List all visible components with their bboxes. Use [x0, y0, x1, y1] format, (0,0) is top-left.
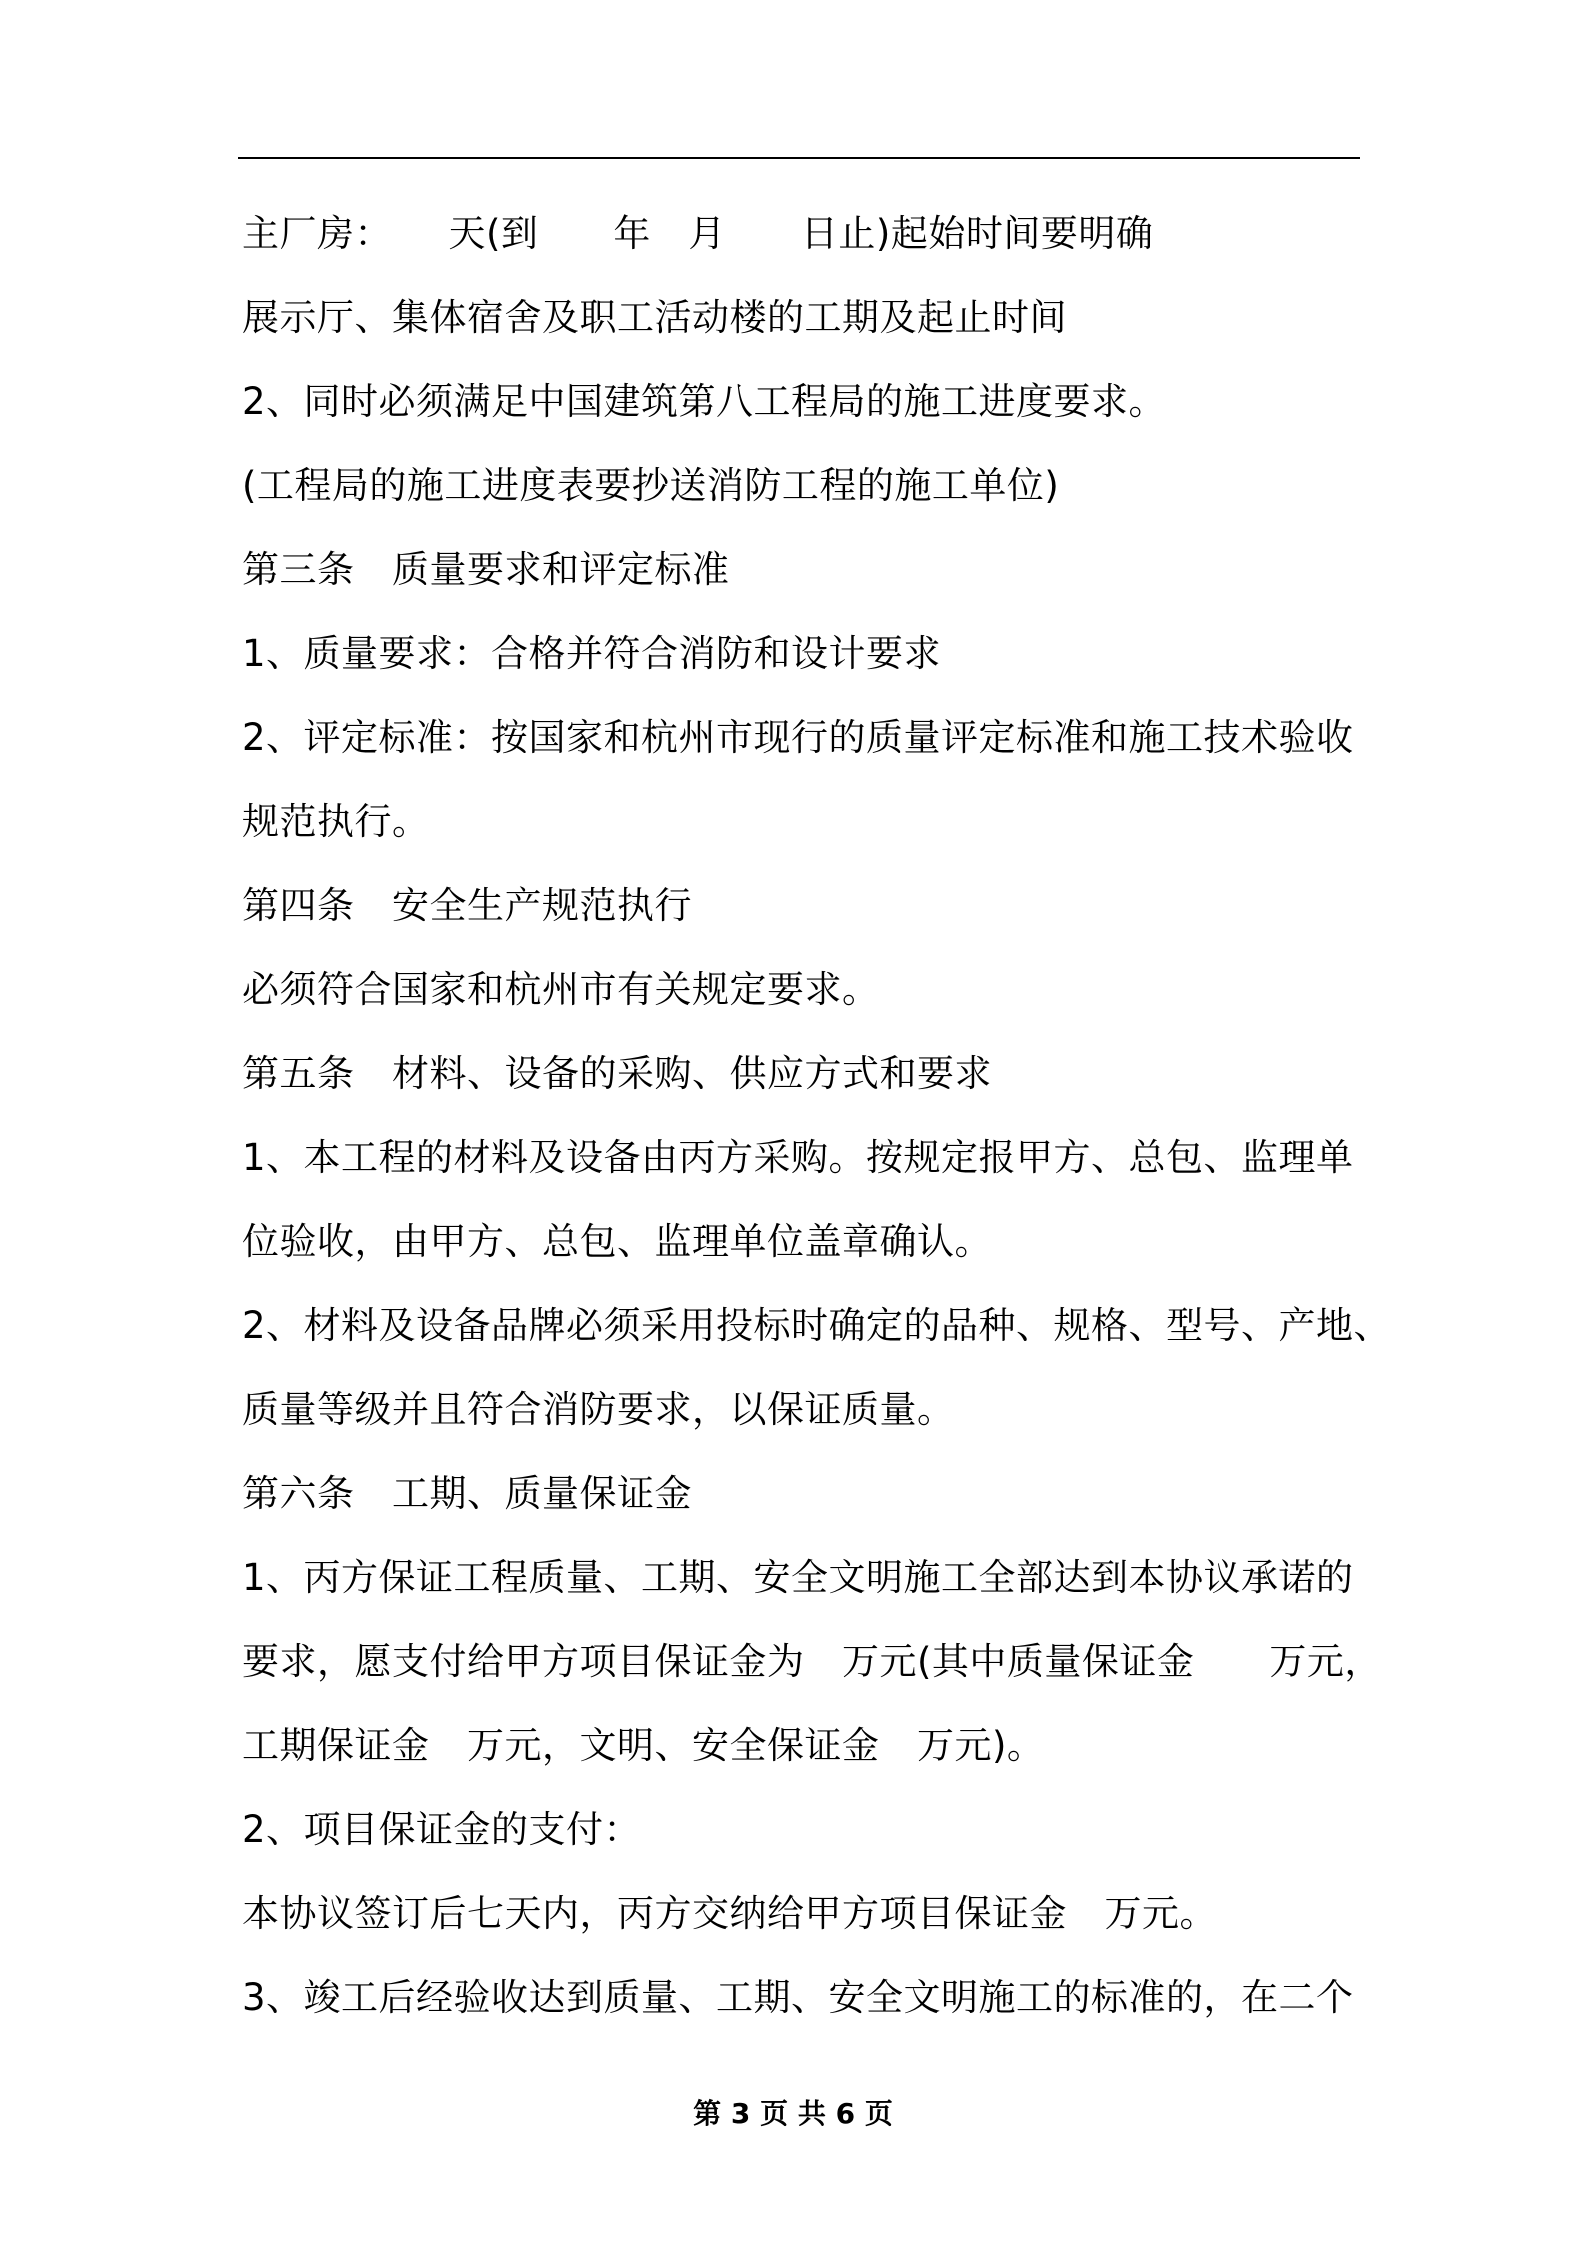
- text-line: 2、评定标准：按国家和杭州市现行的质量评定标准和施工技术验收: [242, 716, 1354, 759]
- text-line: 主厂房： 天(到 年 月 日止)起始时间要明确: [242, 212, 1154, 255]
- text-line: 1、丙方保证工程质量、工期、安全文明施工全部达到本协议承诺的: [242, 1556, 1354, 1599]
- page-footer: 第 3 页 共 6 页: [693, 2097, 893, 2130]
- section-heading: 第四条 安全生产规范执行: [242, 884, 692, 927]
- section-heading: 第三条 质量要求和评定标准: [242, 548, 730, 591]
- text-line: 1、质量要求：合格并符合消防和设计要求: [242, 632, 942, 675]
- text-line: 工期保证金 万元，文明、安全保证金 万元)。: [242, 1724, 1045, 1767]
- text-line: 要求，愿支付给甲方项目保证金为 万元(其中质量保证金 万元，: [242, 1640, 1382, 1683]
- text-line: 质量等级并且符合消防要求，以保证质量。: [242, 1388, 955, 1431]
- text-line: 1、本工程的材料及设备由丙方采购。按规定报甲方、总包、监理单: [242, 1136, 1354, 1179]
- header-rule: [238, 157, 1360, 159]
- text-line: 本协议签订后七天内，丙方交纳给甲方项目保证金 万元。: [242, 1892, 1217, 1935]
- text-line: (工程局的施工进度表要抄送消防工程的施工单位): [242, 464, 1060, 507]
- text-line: 必须符合国家和杭州市有关规定要求。: [242, 968, 880, 1011]
- section-heading: 第六条 工期、质量保证金: [242, 1472, 692, 1515]
- body-text: [242, 192, 1392, 2040]
- text-line: 3、竣工后经验收达到质量、工期、安全文明施工的标准的，在二个: [242, 1976, 1354, 2019]
- section-heading: 第五条 材料、设备的采购、供应方式和要求: [242, 1052, 992, 1095]
- text-line: 2、项目保证金的支付：: [242, 1808, 642, 1851]
- text-line: 规范执行。: [242, 800, 430, 843]
- text-line: 位验收，由甲方、总包、监理单位盖章确认。: [242, 1220, 992, 1263]
- text-line: 2、材料及设备品牌必须采用投标时确定的品种、规格、型号、产地、: [242, 1304, 1392, 1347]
- text-line: 展示厅、集体宿舍及职工活动楼的工期及起止时间: [242, 296, 1067, 339]
- text-line: 2、同时必须满足中国建筑第八工程局的施工进度要求。: [242, 380, 1167, 423]
